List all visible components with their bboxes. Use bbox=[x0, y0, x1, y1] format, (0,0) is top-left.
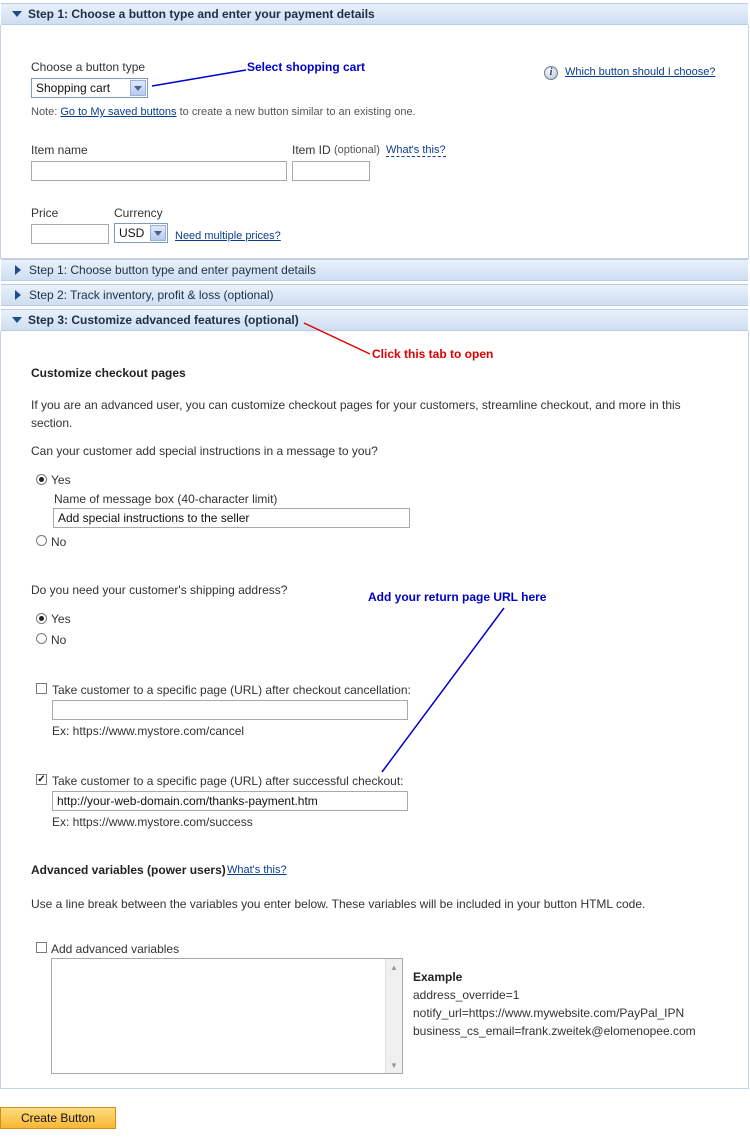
example-line: notify_url=https://www.mywebsite.com/PayPal_IPN bbox=[413, 1006, 685, 1020]
advanced-whats-this-link[interactable]: What's this? bbox=[227, 864, 287, 876]
step1-expanded-title: Step 1: Choose a button type and enter your payment details bbox=[28, 7, 375, 21]
checkout-intro: If you are an advanced user, you can customize checkout pages for your customers, streamline checkout, and more in this section. bbox=[31, 398, 681, 430]
currency-label: Currency bbox=[114, 206, 163, 220]
annotation-click-tab: Click this tab to open bbox=[372, 347, 494, 361]
tab-step2[interactable] bbox=[1, 284, 748, 306]
shipping-no-label: No bbox=[51, 633, 67, 647]
scroll-down-icon[interactable]: ▼ bbox=[390, 1060, 398, 1070]
special-yes-label: Yes bbox=[51, 473, 71, 487]
currency-selected: USD bbox=[119, 226, 145, 240]
multiple-prices-link[interactable]: Need multiple prices? bbox=[175, 230, 281, 242]
expand-triangle-icon bbox=[15, 265, 21, 275]
item-name-label: Item name bbox=[31, 143, 88, 157]
advanced-variables-label: Add advanced variables bbox=[51, 942, 180, 956]
tab-step3[interactable] bbox=[1, 309, 748, 331]
annotation-return-url: Add your return page URL here bbox=[368, 590, 547, 604]
shipping-question: Do you need your customer's shipping address? bbox=[31, 583, 288, 597]
dropdown-arrow-icon[interactable] bbox=[130, 80, 146, 96]
info-icon: i bbox=[544, 66, 558, 80]
tab-step3-label: Step 3: Customize advanced features (optional) bbox=[28, 313, 299, 327]
price-label: Price bbox=[31, 206, 59, 220]
annotation-select-cart: Select shopping cart bbox=[247, 60, 366, 74]
success-url-label: Take customer to a specific page (URL) after successful checkout: bbox=[52, 774, 404, 788]
message-box-value: Add special instructions to the seller bbox=[58, 511, 250, 525]
button-type-selected: Shopping cart bbox=[36, 81, 111, 95]
example-line: address_override=1 bbox=[413, 988, 520, 1002]
item-id-optional: (optional) bbox=[334, 144, 380, 156]
item-name-input[interactable] bbox=[31, 161, 287, 181]
button-type-select[interactable] bbox=[31, 78, 148, 98]
textarea-scrollbar[interactable] bbox=[385, 959, 402, 1073]
item-id-input[interactable] bbox=[292, 161, 370, 181]
tab-step1[interactable] bbox=[1, 259, 748, 281]
success-url-input[interactable] bbox=[52, 791, 408, 811]
saved-buttons-link[interactable]: Go to My saved buttons bbox=[60, 106, 177, 118]
which-button-link[interactable]: Which button should I choose? bbox=[565, 66, 716, 78]
item-id-label: Item ID bbox=[292, 143, 331, 157]
advanced-variables-checkbox[interactable] bbox=[36, 942, 47, 953]
button-type-label: Choose a button type bbox=[31, 60, 146, 74]
cancel-url-label: Take customer to a specific page (URL) after checkout cancellation: bbox=[52, 683, 411, 697]
collapse-triangle-icon bbox=[12, 11, 22, 17]
saved-buttons-note bbox=[31, 106, 416, 118]
message-box-input[interactable] bbox=[53, 508, 410, 528]
success-url-example: Ex: https://www.mystore.com/success bbox=[52, 815, 253, 829]
success-url-value: http://your-web-domain.com/thanks-payment.htm bbox=[57, 794, 318, 808]
shipping-yes-label: Yes bbox=[51, 612, 71, 626]
example-line: business_cs_email=frank.zweitek@elomenopee.com bbox=[413, 1024, 696, 1038]
currency-select[interactable] bbox=[114, 223, 168, 243]
message-box-label: Name of message box (40-character limit) bbox=[54, 492, 278, 506]
price-input[interactable] bbox=[31, 224, 109, 244]
shipping-yes-radio[interactable] bbox=[36, 613, 47, 624]
special-no-label: No bbox=[51, 535, 67, 549]
scroll-up-icon[interactable]: ▲ bbox=[390, 962, 398, 972]
cancel-url-example: Ex: https://www.mystore.com/cancel bbox=[52, 724, 245, 738]
special-yes-radio[interactable] bbox=[36, 474, 47, 485]
example-title: Example bbox=[413, 970, 463, 984]
step1-expanded-header[interactable] bbox=[1, 3, 748, 25]
create-button[interactable]: Create Button bbox=[0, 1107, 116, 1129]
annotation-arrow-select-cart bbox=[150, 64, 250, 90]
tab-step2-label: Step 2: Track inventory, profit & loss (optional) bbox=[29, 288, 274, 302]
special-no-radio[interactable] bbox=[36, 535, 47, 546]
item-id-whats-this-link[interactable]: What's this? bbox=[386, 144, 446, 156]
tab-step1-label: Step 1: Choose button type and enter payment details bbox=[29, 263, 316, 277]
cancel-url-input[interactable] bbox=[52, 700, 408, 720]
dropdown-arrow-icon[interactable] bbox=[150, 225, 166, 241]
advanced-variables-textarea[interactable] bbox=[51, 958, 403, 1074]
success-url-checkbox[interactable]: ✓ bbox=[37, 774, 46, 785]
advanced-heading: Advanced variables (power users) bbox=[31, 863, 226, 877]
checkout-heading: Customize checkout pages bbox=[31, 366, 186, 380]
expand-triangle-icon bbox=[15, 290, 21, 300]
note-prefix: Note: bbox=[31, 106, 58, 118]
collapse-triangle-icon bbox=[12, 317, 22, 323]
special-instructions-question: Can your customer add special instructions in a message to you? bbox=[31, 444, 378, 458]
advanced-description: Use a line break between the variables you enter below. These variables will be included in your button HTML code. bbox=[31, 897, 646, 911]
shipping-no-radio[interactable] bbox=[36, 633, 47, 644]
cancel-url-checkbox[interactable] bbox=[36, 683, 47, 694]
note-suffix: to create a new button similar to an existing one. bbox=[179, 106, 416, 118]
